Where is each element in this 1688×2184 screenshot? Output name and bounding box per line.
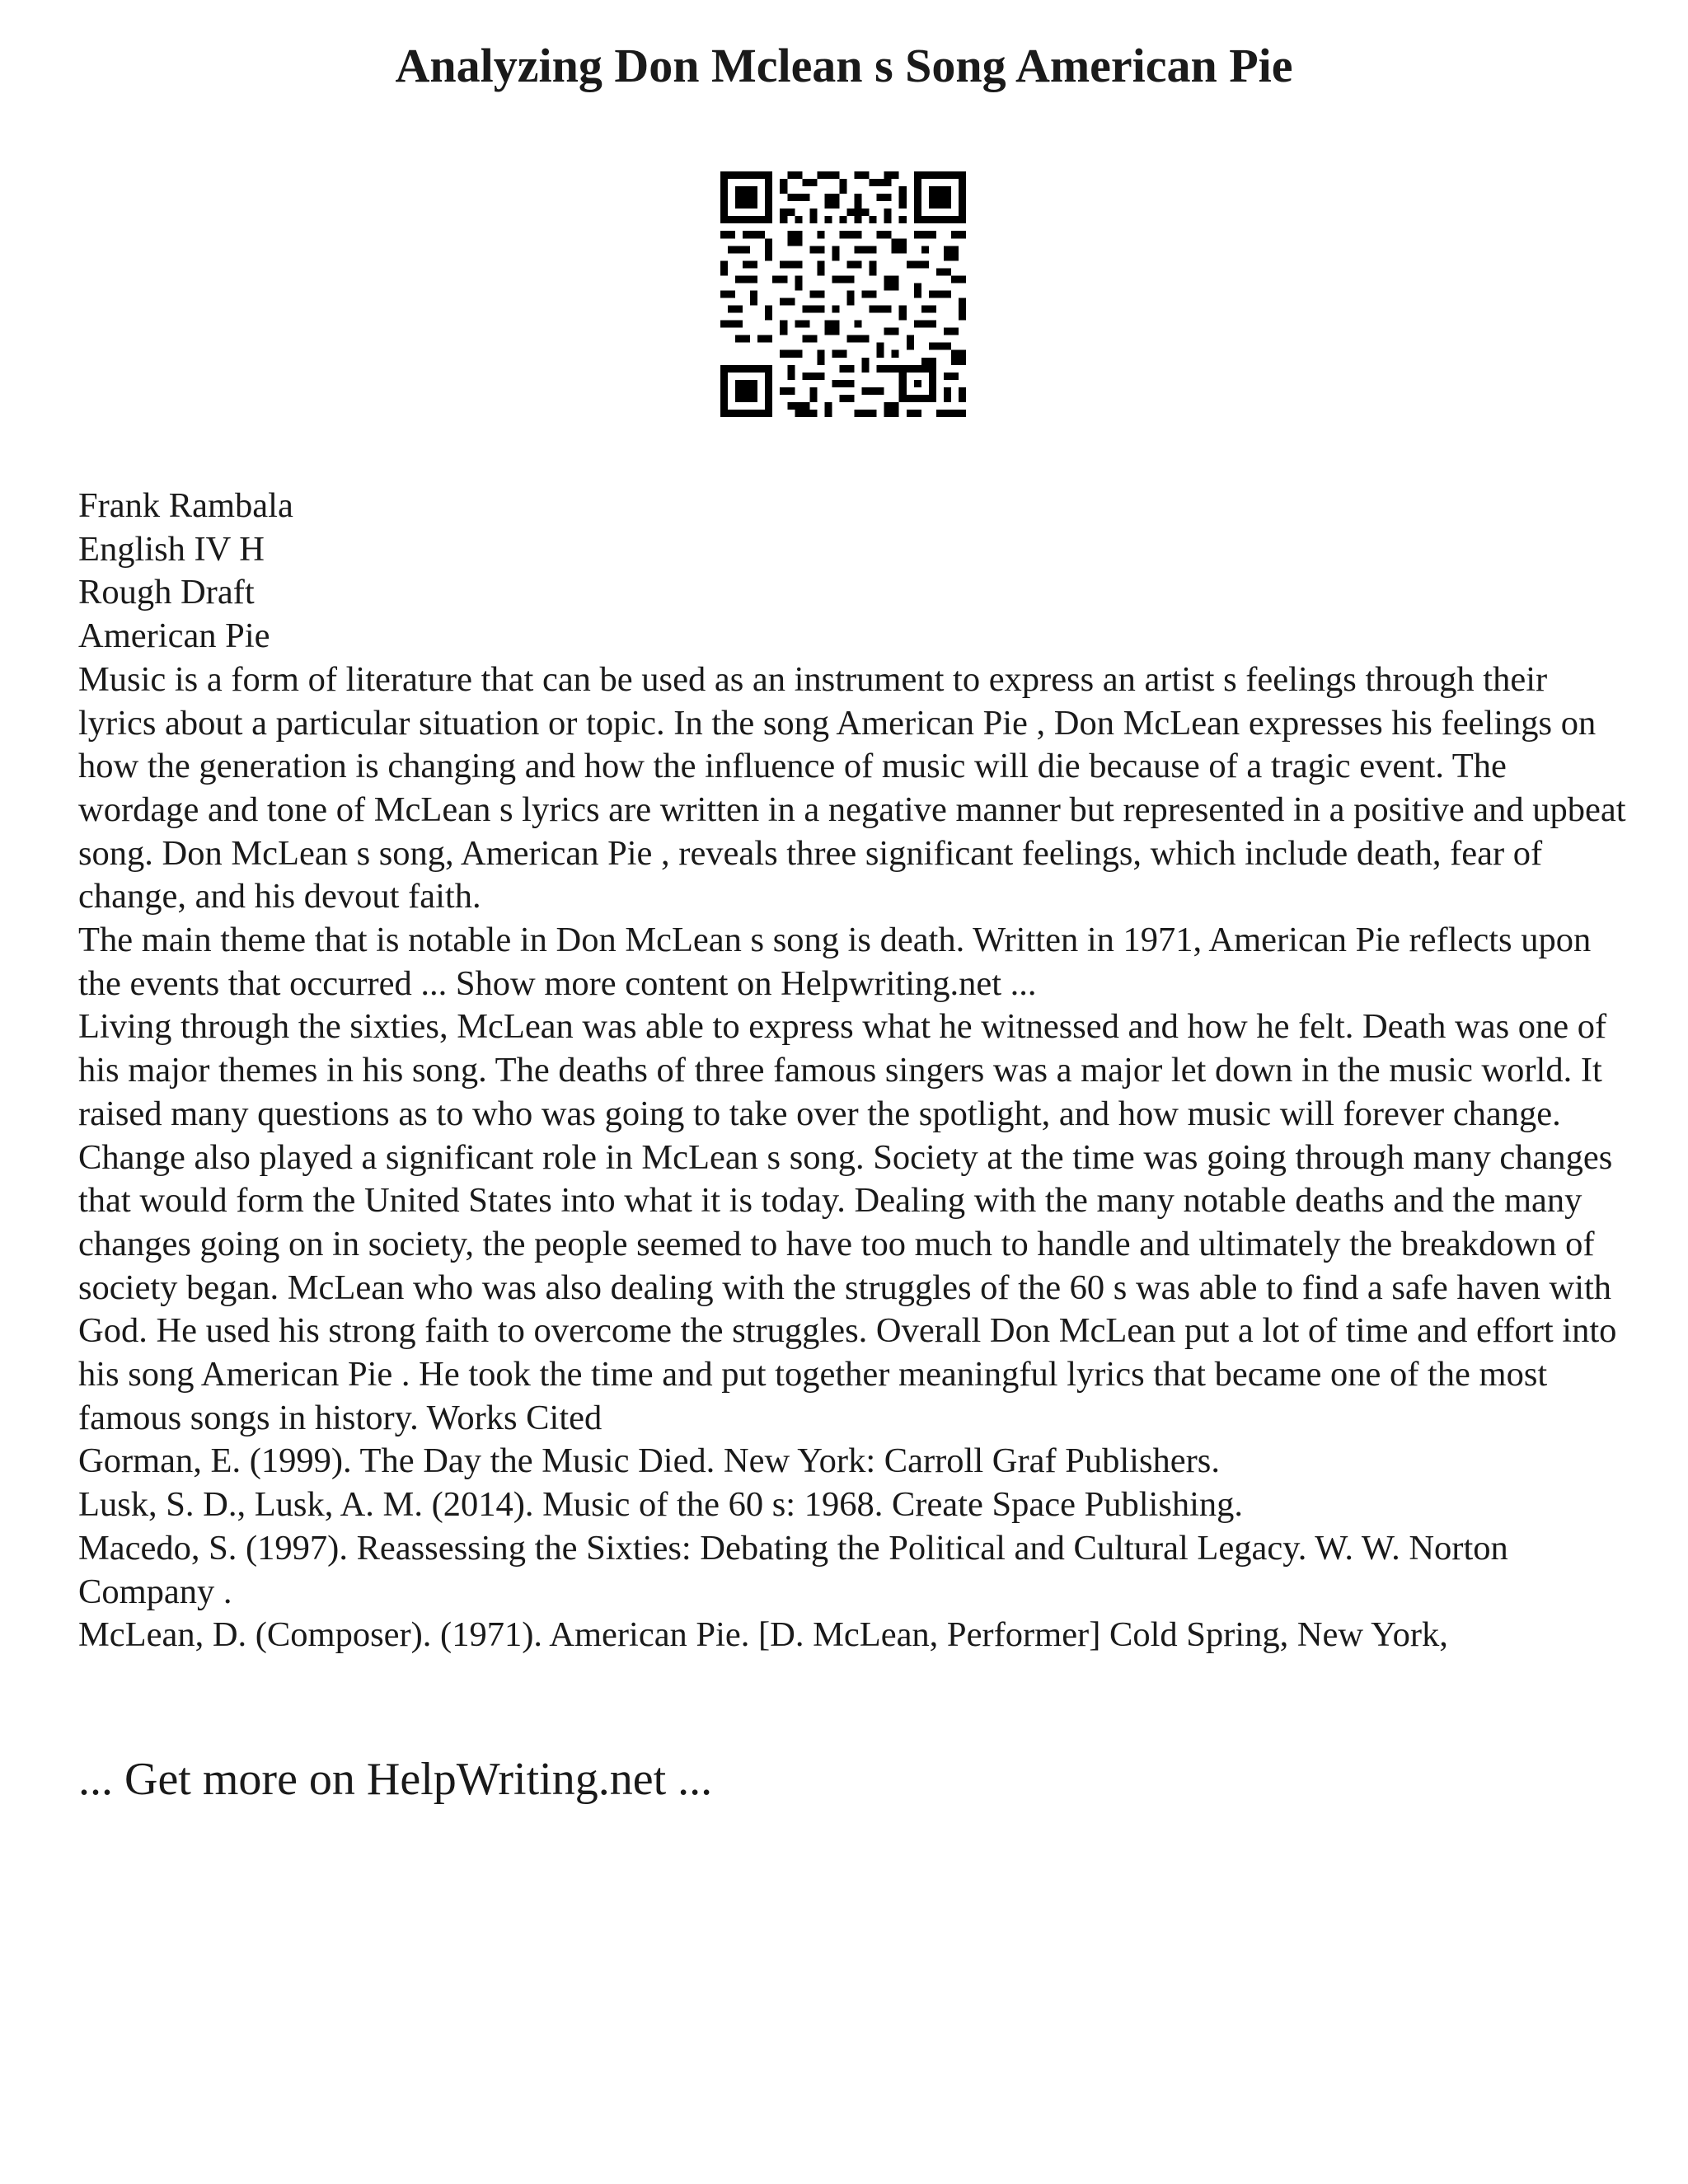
citation-item: Gorman, E. (1999). The Day the Music Died. New York: Carroll Graf Publishers.	[78, 1441, 1220, 1481]
qr-code-icon[interactable]	[720, 171, 966, 417]
citation-item: Lusk, S. D., Lusk, A. M. (2014). Music of the 60 s: 1968. Create Space Publishing.	[78, 1485, 1244, 1525]
document-title: Analyzing Don Mclean s Song American Pie	[395, 39, 1293, 92]
paragraph-theme: The main theme that is notable in Don McLean s song is death. Written in 1971, American Pie reflects upon the events that occurred ... Show more content on Helpwriting.net ...	[78, 921, 1592, 1003]
author-name: Frank Rambala	[78, 486, 293, 525]
essay-title: American Pie	[78, 616, 270, 656]
citation-item: Macedo, S. (1997). Reassessing the Sixties: Debating the Political and Cultural Legacy. W. W. Norton Company .	[78, 1528, 1508, 1611]
draft-label: Rough Draft	[78, 573, 255, 612]
course-name: English IV H	[78, 529, 265, 569]
get-more-link[interactable]: ... Get more on HelpWriting.net ...	[78, 1754, 713, 1805]
paragraph-body: Living through the sixties, McLean was able to express what he witnessed and how he felt. Death was one of his major themes in his song. The deaths of three famous singers was a major let down in the music world. It raised many questions as to who was going to take over the spotlight, and how music will forever change. Change also played a significant role in McLean s song. Society at the time was going through many changes that would form the United States into what it is today. Dealing with the many notable deaths and the many changes going on in society, the people seemed to have too much to handle and ultimately the breakdown of society began. McLean who was also dealing with the struggles of the 60 s was able to find a safe haven with God. He used his strong faith to overcome the struggles. Overall Don McLean put a lot of time and effort into his song American Pie . He took the time and put together meaningful lyrics that became one of the most famous songs in history. Works Cited	[78, 1007, 1617, 1437]
document-body	[78, 485, 1628, 1657]
paragraph-intro: Music is a form of literature that can be used as an instrument to express an artist s feelings through their lyrics about a particular situation or topic. In the song American Pie , Don McLean expresses his feelings on how the generation is changing and how the influence of music will die because of a tragic event. The wordage and tone of McLean s lyrics are written in a negative manner but represented in a positive and upbeat song. Don McLean s song, American Pie , reveals three significant feelings, which include death, fear of change, and his devout faith.	[78, 659, 1626, 916]
citation-item: McLean, D. (Composer). (1971). American Pie. [D. McLean, Performer] Cold Spring, New York,	[78, 1615, 1448, 1655]
